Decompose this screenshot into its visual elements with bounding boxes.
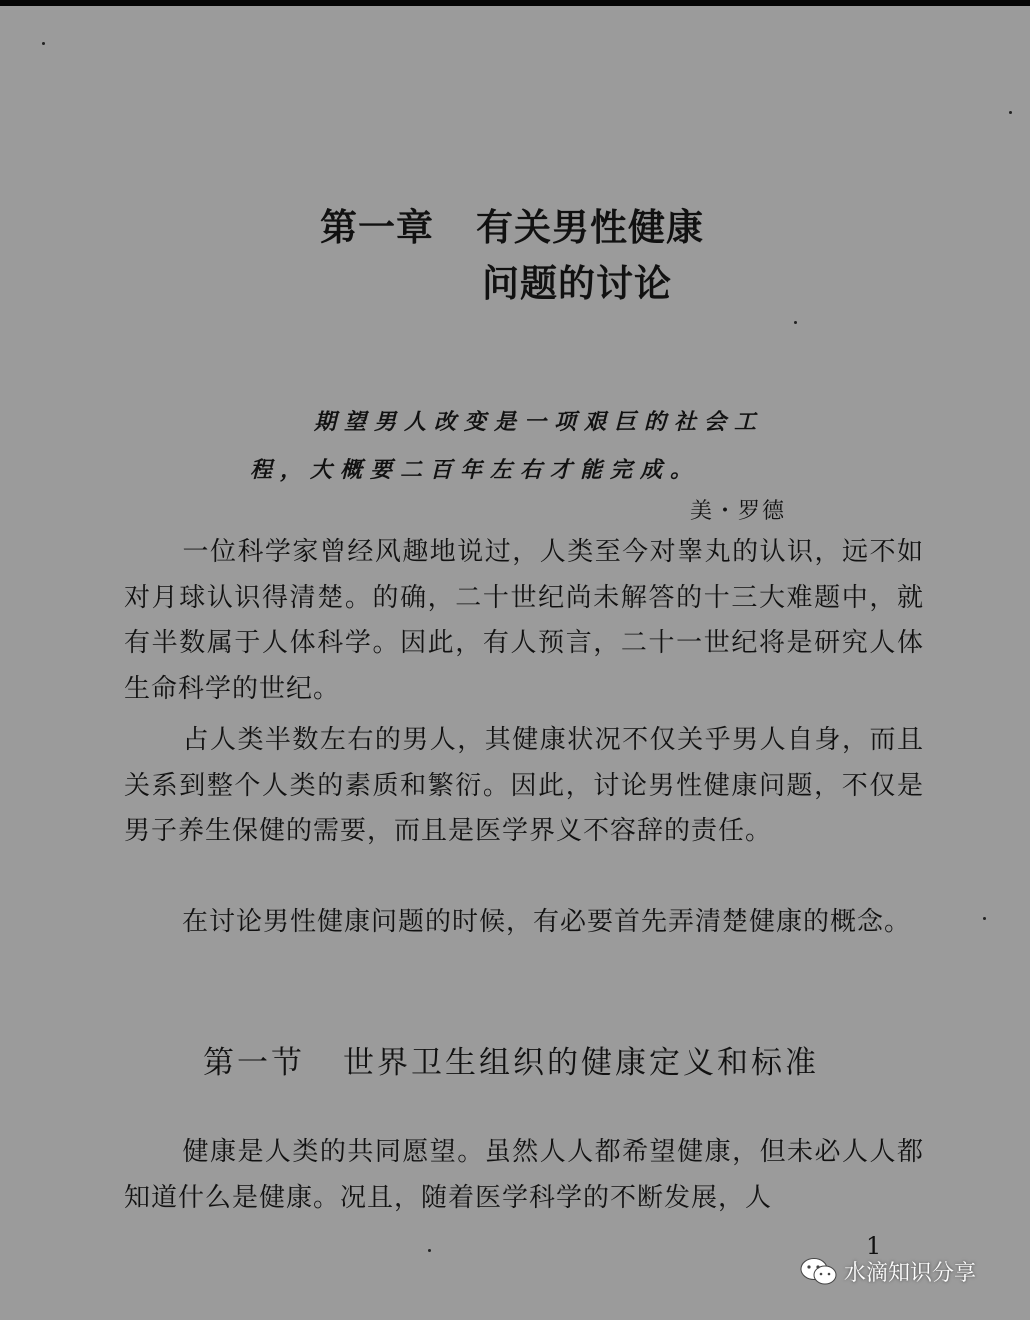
watermark-text: 水滴知识分享 [844,1261,977,1286]
paragraph [124,900,924,946]
paragraph-text: 一位科学家曾经风趣地说过，人类至今对睾丸的认识，远不如对月球认识得清楚。的确，二十世纪尚未解答的十三大难题中，就有半数属于人体科学。因此，有人预言，二十一世纪将是研究人体生命科学的世纪。 [124,537,924,704]
scan-speck [428,1249,431,1252]
epigraph-line2: 程，大概要二百年左右才能完成。 [250,457,701,483]
scan-edge [0,0,1030,6]
chapter-title-line2: 问题的讨论 [482,262,672,305]
epigraph-line1: 期望男人改变是一项艰巨的社会工 [314,409,765,435]
paragraph-text: 在讨论男性健康问题的时候，有必要首先弄清楚健康的概念。 [182,907,912,937]
page-number: 1 [866,1232,882,1260]
section-number: 第一节 [203,1045,305,1081]
paragraph [124,718,924,855]
chapter-title [320,200,704,312]
section-title [203,1037,819,1082]
scan-speck [983,917,986,920]
paragraph [124,1130,924,1221]
paragraph-text: 健康是人类的共同愿望。虽然人人都希望健康，但未必人人都知道什么是健康。况且，随着医学科学的不断发展，人 [124,1137,924,1213]
epigraph-attribution: 美・罗德 [690,499,787,524]
wechat-icon [800,1257,838,1287]
scan-speck [1009,111,1012,114]
epigraph [250,398,810,494]
scan-speck [42,42,45,45]
scan-speck [794,321,797,324]
watermark [800,1256,976,1287]
chapter-number: 第一章 [320,206,434,249]
paragraph [124,530,924,712]
section-title-text: 世界卫生组织的健康定义和标准 [343,1045,819,1081]
chapter-title-line1: 有关男性健康 [476,206,704,249]
paragraph-text: 占人类半数左右的男人，其健康状况不仅关乎男人自身，而且关系到整个人类的素质和繁衍。因此，讨论男性健康问题，不仅是男子养生保健的需要，而且是医学界义不容辞的责任。 [124,725,924,846]
